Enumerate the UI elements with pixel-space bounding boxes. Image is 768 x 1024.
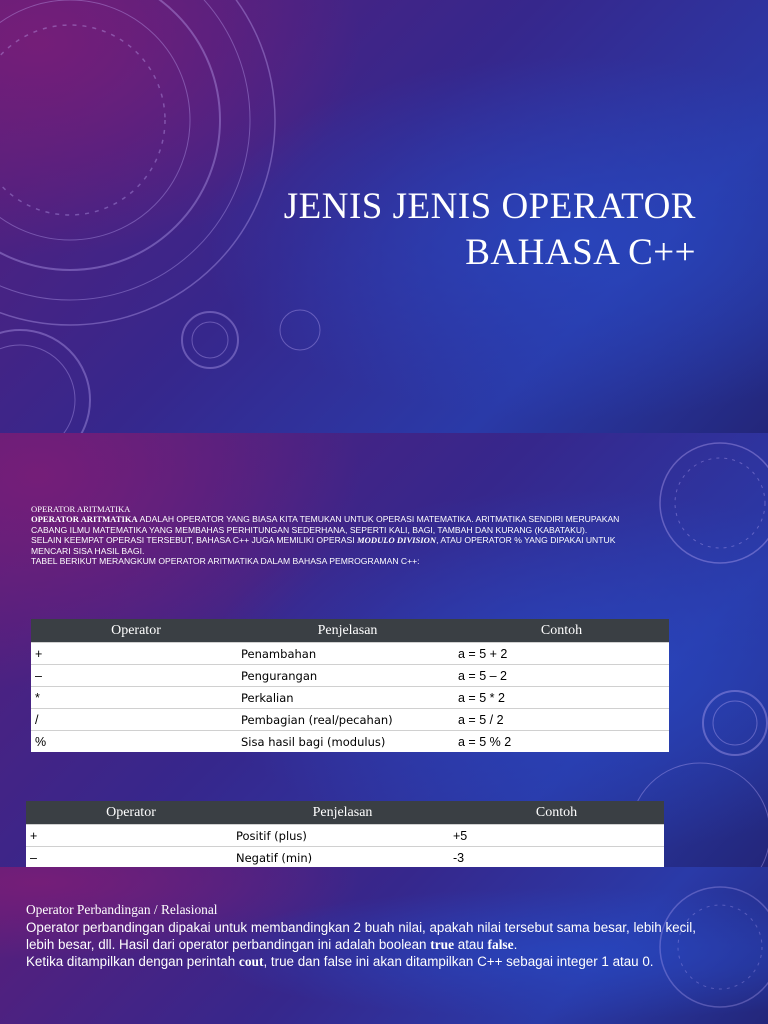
header-contoh: Contoh <box>449 801 664 825</box>
table-row <box>31 665 669 687</box>
table-row <box>26 847 664 868</box>
relational-paragraph-1 <box>26 919 726 953</box>
relational-paragraph-2 <box>26 953 726 970</box>
cell-operator: + <box>26 825 236 847</box>
arithmetic-operator-table <box>31 619 669 752</box>
cell-contoh: a = 5 – 2 <box>454 665 669 687</box>
title-line-1: JENIS JENIS OPERATOR <box>283 186 696 227</box>
table-row <box>31 731 669 753</box>
cell-penjelasan: Negatif (min) <box>236 847 449 868</box>
intro-paragraph-2 <box>31 535 641 556</box>
body-text: , true dan false ini akan ditampilkan C++ sebagai integer 1 atau 0. <box>263 954 654 969</box>
header-contoh: Contoh <box>454 619 669 643</box>
cell-penjelasan: Pengurangan <box>241 665 454 687</box>
cell-contoh: a = 5 / 2 <box>454 709 669 731</box>
header-operator: Operator <box>31 619 241 643</box>
cell-operator: % <box>31 731 241 753</box>
cell-operator: / <box>31 709 241 731</box>
cell-contoh: a = 5 * 2 <box>454 687 669 709</box>
cell-operator: + <box>31 643 241 665</box>
cell-operator: * <box>31 687 241 709</box>
body-text: atau <box>454 937 488 952</box>
table-header-row <box>26 801 664 825</box>
cell-operator: – <box>26 847 236 868</box>
intro-paragraph-1 <box>31 514 641 535</box>
header-penjelasan: Penjelasan <box>236 801 449 825</box>
cell-contoh: a = 5 + 2 <box>454 643 669 665</box>
table-row <box>26 825 664 847</box>
cell-penjelasan: Penambahan <box>241 643 454 665</box>
section-heading: Operator Perbandingan / Relasional <box>26 902 218 917</box>
body-text: Operator perbandingan dipakai untuk membandingkan 2 buah nilai, apakah nilai tersebut sama besar, lebih kecil, lebih besar, dll. Hasil dari operator perbandingan ini adalah boolean <box>26 920 696 952</box>
table-row <box>31 687 669 709</box>
unary-operator-table <box>26 801 664 867</box>
cell-contoh: a = 5 % 2 <box>454 731 669 753</box>
table-row <box>31 643 669 665</box>
keyword-cout: cout <box>238 954 264 969</box>
intro-text: SELAIN KEEMPAT OPERASI TERSEBUT, BAHASA C++ JUGA MEMILIKI OPERASI <box>31 535 358 546</box>
intro-bold-term: OPERATOR ARITMATIKA <box>31 514 138 525</box>
cell-penjelasan: Positif (plus) <box>236 825 449 847</box>
header-operator: Operator <box>26 801 236 825</box>
arithmetic-intro <box>31 504 641 566</box>
keyword-false: false <box>487 937 514 952</box>
slide-title <box>284 184 696 276</box>
cell-operator: – <box>31 665 241 687</box>
table-row <box>31 709 669 731</box>
cell-penjelasan: Perkalian <box>241 687 454 709</box>
relational-operators-slide <box>0 867 768 1024</box>
header-penjelasan: Penjelasan <box>241 619 454 643</box>
title-line-2: BAHASA C++ <box>465 232 696 273</box>
intro-text: ADALAH OPERATOR YANG BIASA KITA TEMUKAN UNTUK OPERASI MATEMATIKA. ARITMATIKA SENDIRI MERUPAKAN CABANG ILMU MATEMATIKA YANG MEMBAHAS PERHITUNGAN SEDERHANA, SEPERTI KALI, BAGI, TAMBAH DAN KURANG (KABATAKU). <box>31 514 620 535</box>
arithmetic-operators-slide <box>0 433 768 867</box>
title-slide <box>0 0 768 433</box>
intro-text: , ATAU OPERATOR % YANG DIPAKAI UNTUK MENCARI SISA HASIL BAGI. <box>31 535 616 556</box>
relational-content <box>26 901 726 970</box>
cell-penjelasan: Pembagian (real/pecahan) <box>241 709 454 731</box>
body-text: . <box>513 937 518 952</box>
cell-penjelasan: Sisa hasil bagi (modulus) <box>241 731 454 753</box>
table-header-row <box>31 619 669 643</box>
keyword-true: true <box>430 937 455 952</box>
cell-contoh: -3 <box>449 847 664 868</box>
cell-contoh: +5 <box>449 825 664 847</box>
intro-paragraph-3: TABEL BERIKUT MERANGKUM OPERATOR ARITMATIKA DALAM BAHASA PEMROGRAMAN C++: <box>31 556 420 567</box>
section-heading: OPERATOR ARITMATIKA <box>31 504 131 514</box>
intro-italic-term: MODULO DIVISION <box>357 535 437 546</box>
body-text: Ketika ditampilkan dengan perintah <box>26 954 239 969</box>
